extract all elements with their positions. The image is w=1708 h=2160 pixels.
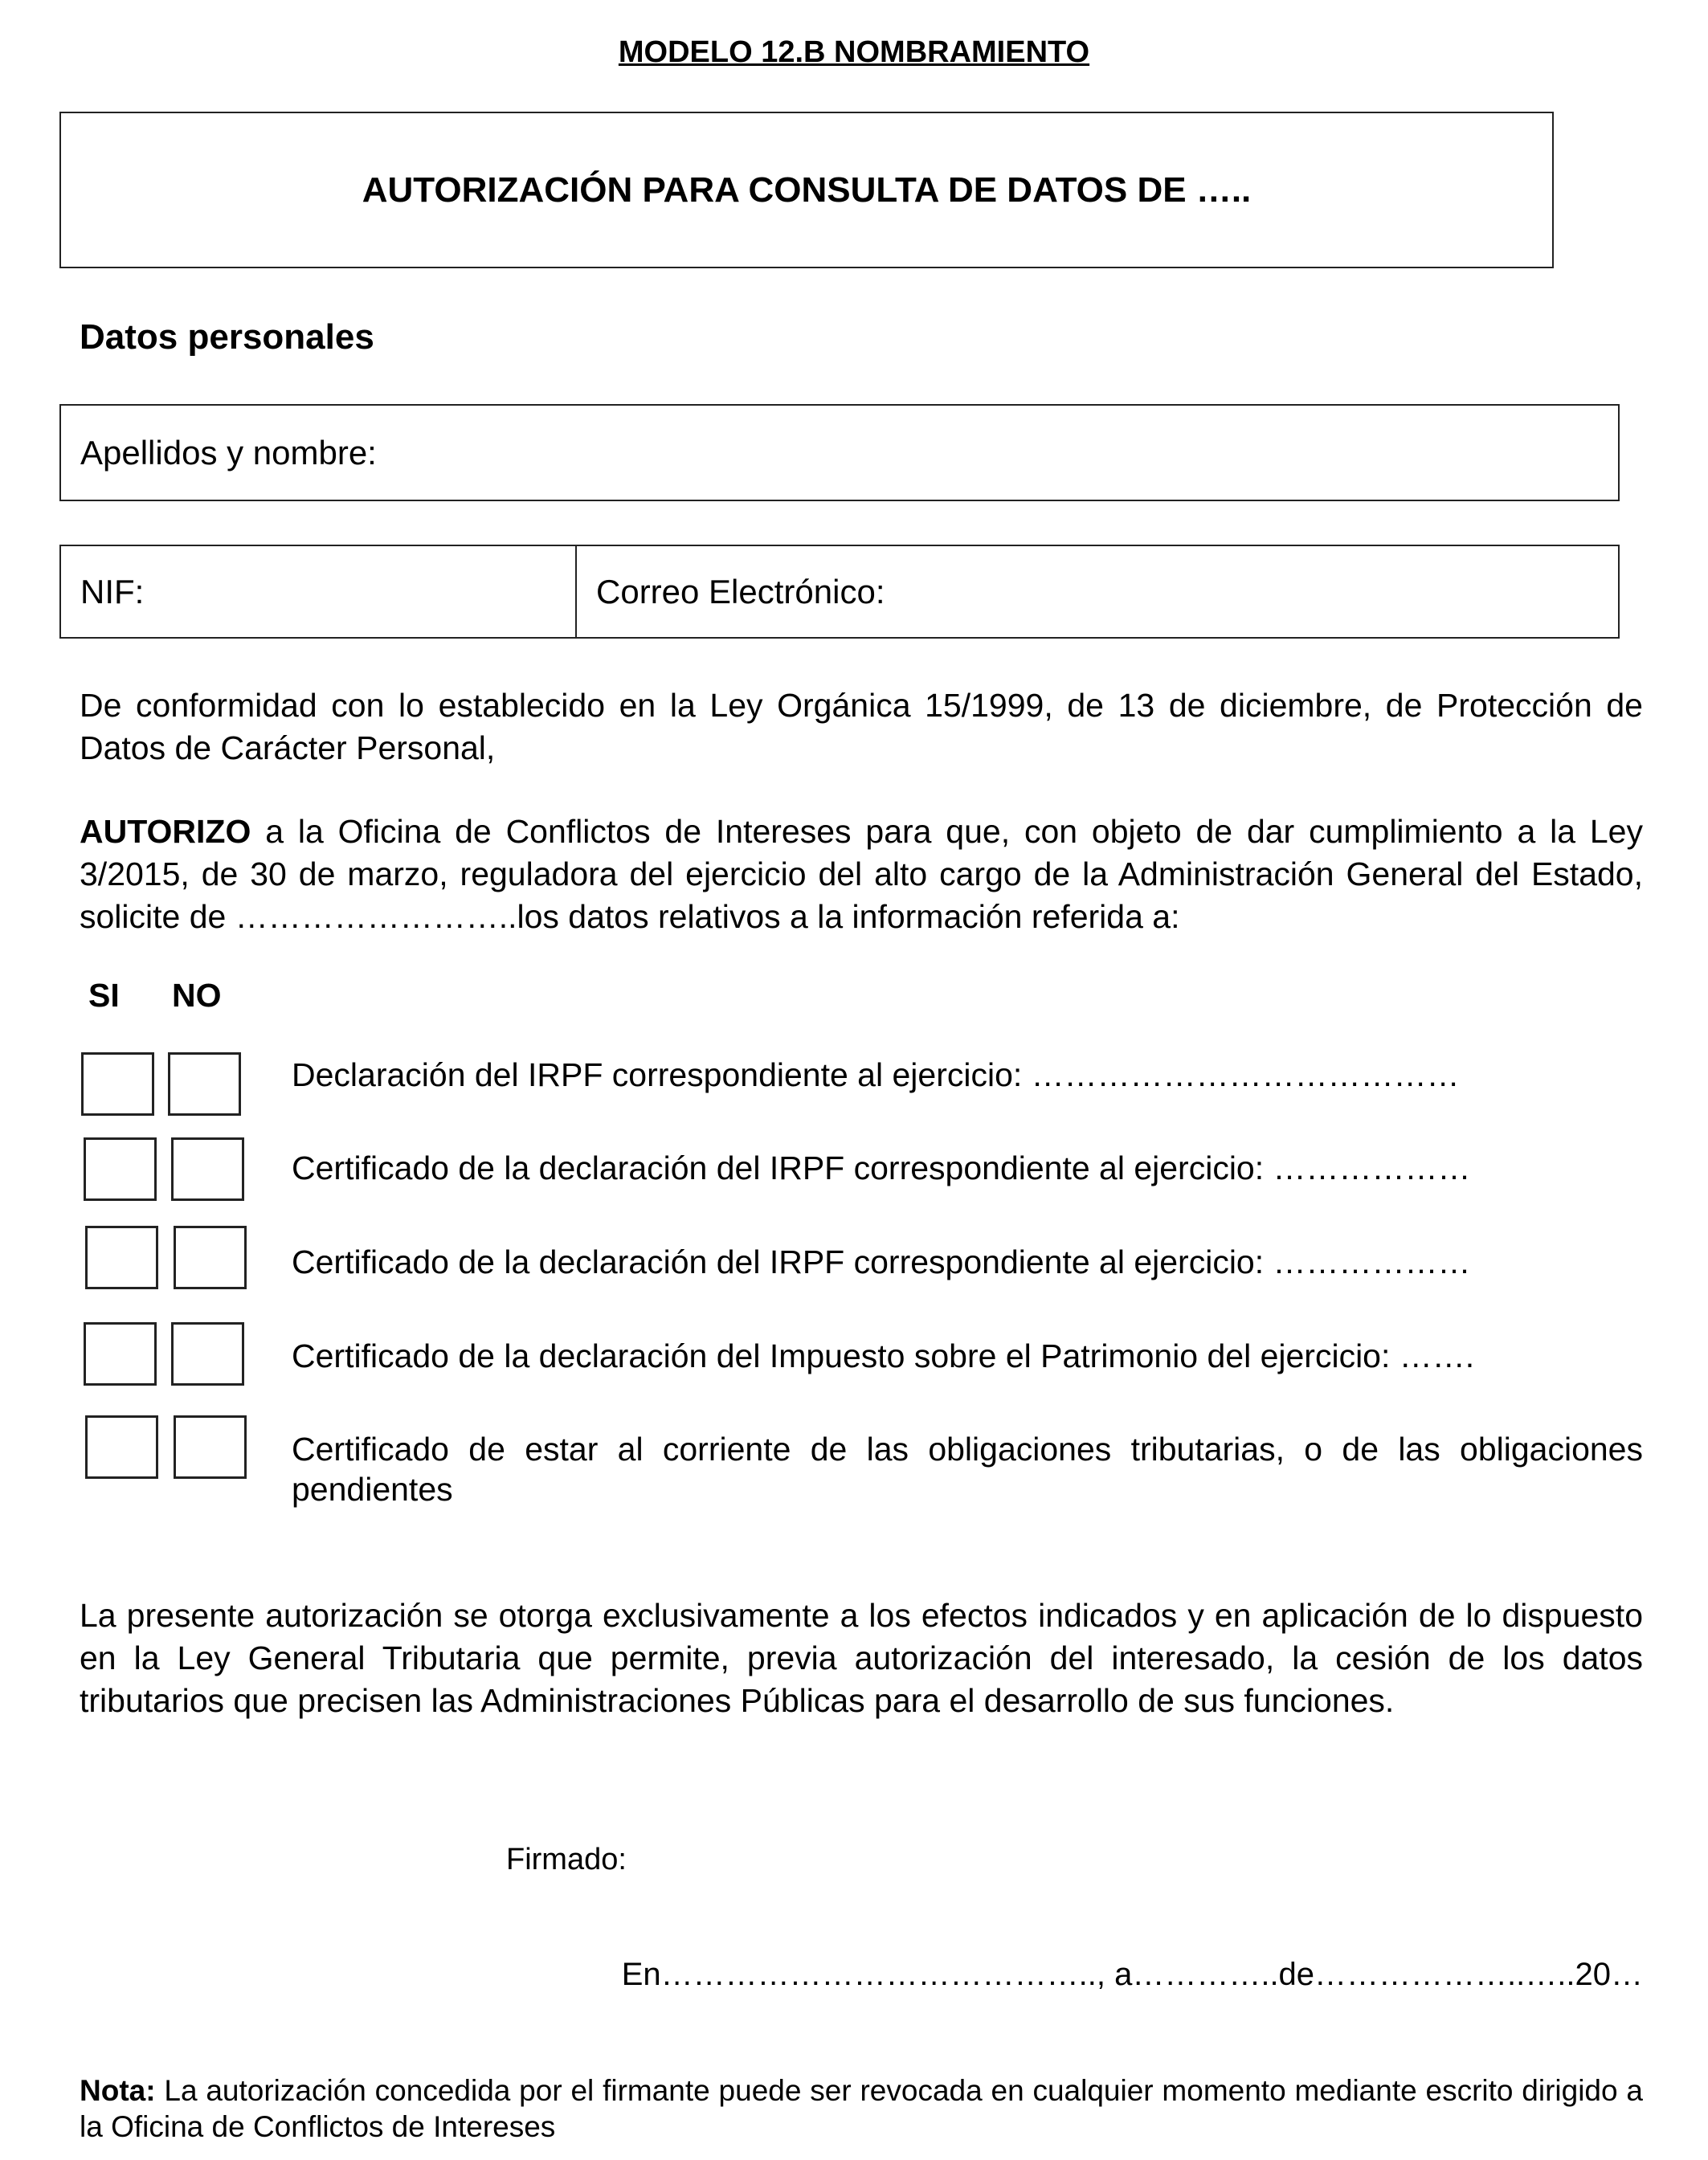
name-field[interactable] bbox=[59, 404, 1620, 501]
note-text: La autorización concedida por el firmante puede ser revocada en cualquier momento mediante escrito dirigido a la Oficina de Conflictos de Intereses bbox=[80, 2074, 1643, 2143]
option-1-no-checkbox[interactable] bbox=[168, 1052, 241, 1116]
nif-field-label: NIF: bbox=[80, 572, 145, 610]
option-5-si-checkbox[interactable] bbox=[85, 1415, 158, 1479]
name-field-label: Apellidos y nombre: bbox=[80, 433, 377, 472]
authorization-text: a la Oficina de Conflictos de Intereses para que, con objeto de dar cumplimiento a la Ley 3/2015, de 30 de marzo, reguladora del ejercicio del alto cargo de la Administración General del Estado, solicite de ……………………..los datos relativos a la información referida a: bbox=[80, 813, 1643, 935]
place-date-line: En………………………………….., a…………..de………………..…..20… bbox=[621, 1957, 1643, 1992]
note-paragraph bbox=[80, 2072, 1643, 2145]
note-keyword: Nota: bbox=[80, 2074, 156, 2107]
form-model-header: MODELO 12.B NOMBRAMIENTO bbox=[618, 35, 1090, 69]
option-5-no-checkbox[interactable] bbox=[174, 1415, 247, 1479]
option-1-si-checkbox[interactable] bbox=[81, 1052, 154, 1116]
email-field[interactable] bbox=[575, 545, 1620, 639]
option-2-no-checkbox[interactable] bbox=[171, 1137, 244, 1201]
option-3-si-checkbox[interactable] bbox=[85, 1226, 158, 1289]
column-si-label: SI bbox=[88, 977, 120, 1014]
option-4-label: Certificado de la declaración del Impuesto sobre el Patrimonio del ejercicio: ……. bbox=[292, 1337, 1475, 1374]
document-title: AUTORIZACIÓN PARA CONSULTA DE DATOS DE ….. bbox=[362, 169, 1252, 210]
option-1-label: Declaración del IRPF correspondiente al ejercicio: ………………………………… bbox=[292, 1056, 1460, 1093]
authorization-paragraph bbox=[80, 811, 1643, 938]
option-4-si-checkbox[interactable] bbox=[84, 1322, 157, 1386]
nif-field[interactable] bbox=[59, 545, 577, 639]
email-field-label: Correo Electrónico: bbox=[596, 572, 885, 610]
option-3-label: Certificado de la declaración del IRPF correspondiente al ejercicio: ……………… bbox=[292, 1243, 1471, 1280]
signature-label: Firmado: bbox=[506, 1843, 627, 1876]
option-5-label: Certificado de estar al corriente de las obligaciones tributarias, o de las obligaciones pendientes bbox=[292, 1431, 1643, 1508]
closing-paragraph: La presente autorización se otorga exclusivamente a los efectos indicados y en aplicación de lo dispuesto en la Ley General Tributaria que permite, previa autorización del interesado, la cesión de los datos tributarios que precisen las Administraciones Públicas para el desarrollo de sus funciones. bbox=[80, 1597, 1643, 1719]
section-title: Datos personales bbox=[80, 317, 374, 357]
option-2-si-checkbox[interactable] bbox=[84, 1137, 157, 1201]
option-3-no-checkbox[interactable] bbox=[174, 1226, 247, 1289]
authorization-keyword: AUTORIZO bbox=[80, 813, 251, 850]
option-4-no-checkbox[interactable] bbox=[171, 1322, 244, 1386]
title-box bbox=[59, 112, 1554, 268]
column-no-label: NO bbox=[172, 977, 222, 1014]
option-2-label: Certificado de la declaración del IRPF correspondiente al ejercicio: ……………… bbox=[292, 1149, 1471, 1186]
intro-paragraph: De conformidad con lo establecido en la Ley Orgánica 15/1999, de 13 de diciembre, de Protección de Datos de Carácter Personal, bbox=[80, 687, 1643, 766]
